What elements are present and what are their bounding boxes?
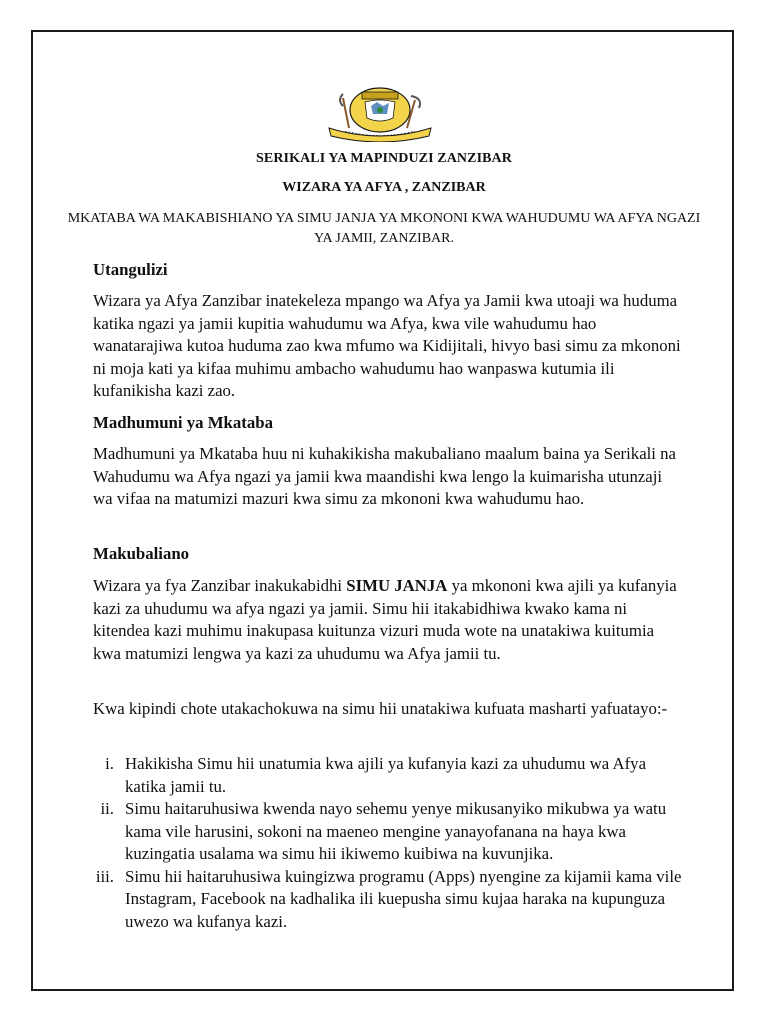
list-item-text: Simu hii haitaruhusiwa kuingizwa programu (Apps) nyengine za kijamii kama vile Instagram, Facebook na kadhalika ili kuepusha simu kujaa haraka na kupunguza uwezo wa kufanya kazi. [125, 866, 682, 931]
list-item-text: Simu haitaruhusiwa kwenda nayo sehemu yenye mikusanyiko mikubwa ya watu kama vile harusini, sokoni na maeneo mengine yanayofanana na haya kwa kuzingatia usalama wa simu hii ikiwemo kuibiwa na kuvunjika. [125, 799, 667, 863]
agreement-paragraph [93, 575, 685, 665]
agreement-text-after: ya mkononi kwa ajili ya kufanyia kazi za uhudumu wa afya ngazi ya jamii. Simu hii itakabidhiwa kwako kama ni kitendea kazi muhimu inakupasa kuitunza vizuri muda wote na unatakiwa kuitumia kwa matumizi lengwa ya kazi za uhudumu wa Afya jamii tu. [93, 576, 677, 663]
intro-heading: Utangulizi [93, 260, 168, 279]
zanzibar-coat-of-arms-icon [325, 84, 435, 142]
purpose-paragraph: Madhumuni ya Mkataba huu ni kuhakikisha makubaliano maalum baina ya Serikali na Wahudumu wa Afya ngazi ya jamii kwa maandishi kwa lengo la kuimarisha utunzaji wa vifaa na matumizi mazuri kwa simu za mkononi kwa wahudumu hao. [93, 444, 677, 508]
document-title: MKATABA WA MAKABISHIANO YA SIMU JANJA YA MKONONI KWA WAHUDUMU WA AFYA NGAZI YA JAMII, ZANZIBAR. [67, 211, 701, 246]
government-title: SERIKALI YA MAPINDUZI ZANZIBAR [256, 151, 512, 166]
list-item-text: Hakikisha Simu hii unatumia kwa ajili ya kufanyia kazi za uhudumu wa Afya katika jamii tu. [125, 754, 647, 796]
list-item-number: i. [105, 754, 114, 773]
list-item-number: ii. [100, 799, 114, 818]
smartphone-emphasis: SIMU JANJA [346, 576, 448, 595]
agreement-heading: Makubaliano [93, 544, 190, 563]
ministry-title: WIZARA YA AFYA , ZANZIBAR [282, 180, 486, 195]
list-item [80, 866, 685, 934]
list-item [80, 753, 685, 798]
purpose-heading: Madhumuni ya Mkataba [93, 413, 273, 432]
list-item-number: iii. [95, 866, 114, 886]
intro-paragraph: Wizara ya Afya Zanzibar inatekeleza mpango wa Afya ya Jamii kwa utoaji wa huduma katika ngazi ya jamii kupitia wahudumu wa Afya, kwa vile wahudumu hao wanatarajiwa kutoa huduma zao kwa mfumo wa Kidijitali, hivyo basi simu za mkononi ni moja kati ya kifaa muhimu ambacho wahudumu hao wanpaswa kutumia ili kufanikisha kazi zao. [93, 291, 681, 400]
agreement-text-before: Wizara ya fya Zanzibar inakukabidhi [93, 576, 347, 595]
conditions-list [80, 753, 685, 933]
list-item [80, 798, 685, 866]
conditions-intro: Kwa kipindi chote utakachokuwa na simu hii unatakiwa kufuata masharti yafuatayo:- [93, 699, 668, 718]
